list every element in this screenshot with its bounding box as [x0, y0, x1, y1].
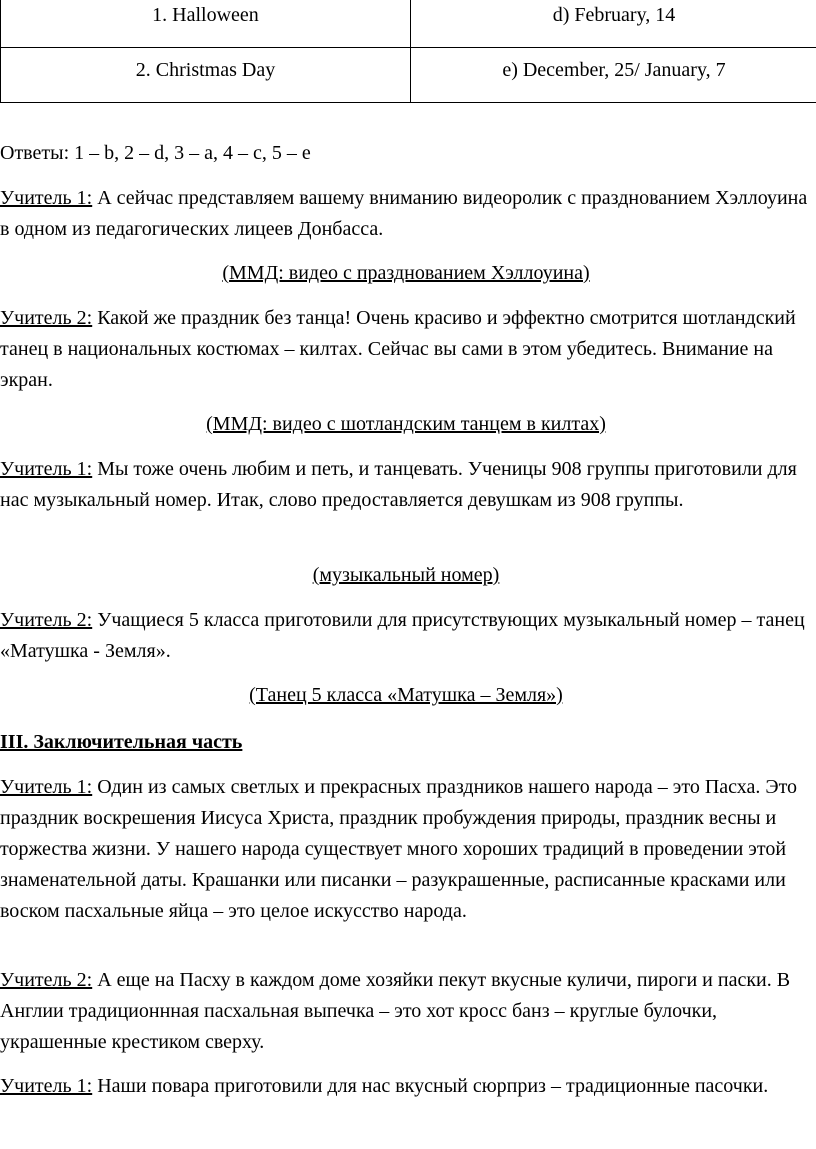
speaker-label: Учитель 2:: [0, 307, 93, 329]
stage-direction: [0, 560, 812, 591]
section-heading: [0, 727, 812, 758]
table-cell-holiday: 1. Halloween: [1, 0, 411, 48]
speech-block: [0, 965, 812, 1058]
speaker-label: Учитель 2:: [0, 609, 93, 631]
speech-block: [0, 1071, 812, 1102]
table-cell-holiday: 2. Christmas Day: [1, 48, 411, 103]
speaker-label: Учитель 2:: [0, 969, 93, 991]
speech-block: [0, 303, 812, 396]
table-row: [1, 0, 816, 48]
speaker-label: Учитель 1:: [0, 1075, 93, 1097]
table-cell-date: e) December, 25/ January, 7: [411, 48, 816, 103]
table-cell-date: d) February, 14: [411, 0, 816, 48]
speech-text: А еще на Пасху в каждом доме хозяйки пекут вкусные куличи, пироги и паски. В Англии традиционнная пасхальная выпечка – это хот кросс банз – круглые булочки, украшенные крестиком сверху.: [0, 969, 791, 1053]
stage-direction-text: (Танец 5 класса «Матушка – Земля»): [249, 684, 563, 706]
matching-table: [0, 0, 816, 103]
speaker-label: Учитель 1:: [0, 776, 93, 798]
speaker-label: Учитель 1:: [0, 187, 93, 209]
speech-block: [0, 183, 812, 245]
speaker-label: Учитель 1:: [0, 458, 93, 480]
speech-text: Какой же праздник без танца! Очень красиво и эффектно смотрится шотландский танец в национальных костюмах – килтах. Сейчас вы сами в этом убедитесь. Внимание на экран.: [0, 307, 796, 391]
stage-direction: [0, 258, 812, 289]
speech-text: Учащиеся 5 класса приготовили для присутствующих музыкальный номер – танец «Матушка - Земля».: [0, 609, 805, 662]
speech-block: [0, 605, 812, 667]
stage-direction-text: (ММД: видео с шотландским танцем в килтах): [206, 413, 606, 435]
stage-direction: [0, 409, 812, 440]
speech-text: Один из самых светлых и прекрасных праздников нашего народа – это Пасха. Это праздник воскрешения Иисуса Христа, праздник пробуждения природы, праздник весны и торжества жизни. У нашего народа существует много хороших традиций в проведении этой знаменательной даты. Крашанки или писанки – разукрашенные, расписанные красками или воском пасхальные яйца – это целое искусство народа.: [0, 776, 798, 922]
speech-text: Наши повара приготовили для нас вкусный сюрприз – традиционные пасочки.: [92, 1075, 769, 1097]
speech-text: А сейчас представляем вашему вниманию видеоролик с празднованием Хэллоуина в одном из педагогических лицеев Донбасса.: [0, 187, 808, 240]
section-heading-text: III. Заключительная часть: [0, 731, 243, 753]
stage-direction: [0, 680, 812, 711]
answers-line: Ответы: 1 – b, 2 – d, 3 – a, 4 – c, 5 – e: [0, 142, 311, 164]
stage-direction-text: (ММД: видео с празднованием Хэллоуина): [222, 262, 590, 284]
table-row: [1, 48, 816, 103]
stage-direction-text: (музыкальный номер): [312, 564, 500, 586]
speech-text: Мы тоже очень любим и петь, и танцевать. Ученицы 908 группы приготовили для нас музыкальный номер. Итак, слово предоставляется девушкам из 908 группы.: [0, 458, 797, 511]
speech-block: [0, 454, 812, 516]
speech-block: [0, 772, 812, 927]
